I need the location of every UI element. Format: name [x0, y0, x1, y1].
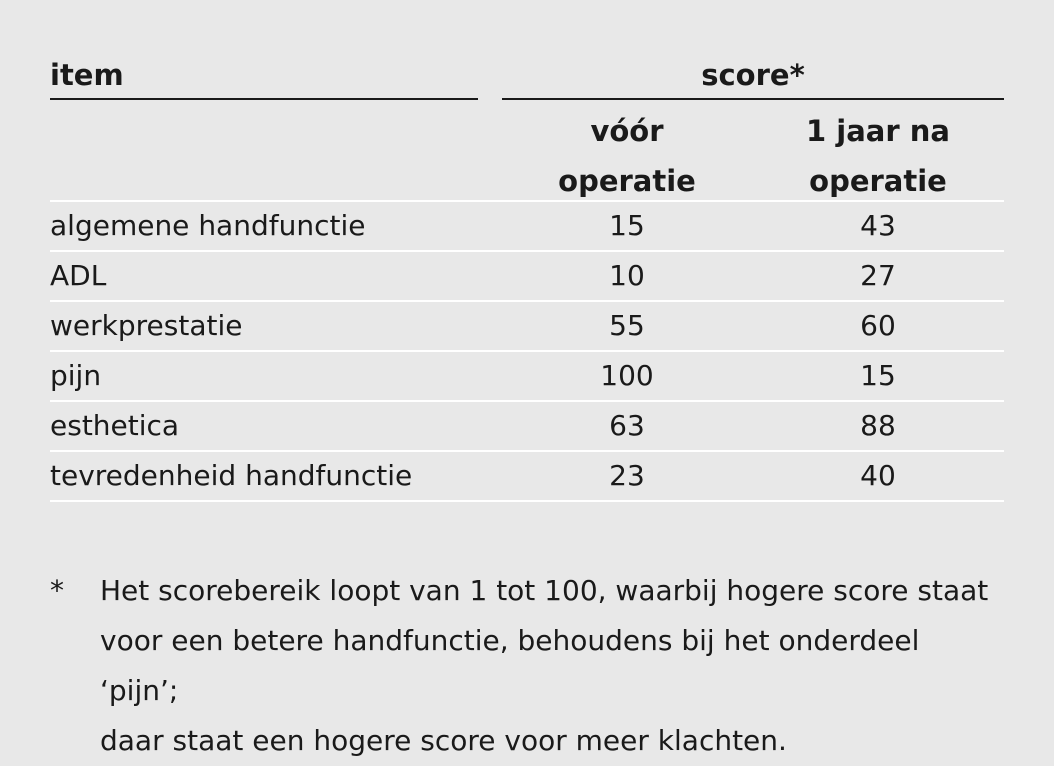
subheader-before-operation	[502, 106, 752, 206]
header-rule-item	[50, 98, 478, 100]
subheader-before-line-1: vóór	[590, 114, 664, 148]
table-row	[50, 400, 1004, 450]
row-score-before: 15	[609, 209, 645, 242]
row-score-after: 15	[860, 359, 896, 392]
row-item: pijn	[50, 359, 102, 392]
row-item: esthetica	[50, 409, 180, 442]
table-row	[50, 350, 1004, 400]
footnote	[50, 566, 1004, 766]
row-item: tevredenheid handfunctie	[50, 459, 413, 492]
row-score-after: 40	[860, 459, 896, 492]
footnote-line: voor een betere handfunctie, behoudens bij het onderdeel ‘pijn’;	[100, 624, 920, 707]
footnote-line: daar staat een hogere score voor meer klachten.	[100, 724, 787, 757]
subheader-before-line-2: operatie	[558, 164, 696, 198]
row-score-after: 60	[860, 309, 896, 342]
row-score-before: 100	[600, 359, 654, 392]
footnote-asterisk: *	[50, 574, 64, 607]
row-score-after: 43	[860, 209, 896, 242]
row-score-before: 63	[609, 409, 645, 442]
footnote-line: Het scorebereik loopt van 1 tot 100, waarbij hogere score staat	[100, 574, 989, 607]
row-score-after: 27	[860, 259, 896, 292]
row-item: algemene handfunctie	[50, 209, 366, 242]
row-score-before: 23	[609, 459, 645, 492]
row-score-after: 88	[860, 409, 896, 442]
table-header	[50, 50, 1004, 200]
table-row	[50, 450, 1004, 502]
row-item: werkprestatie	[50, 309, 243, 342]
row-score-before: 55	[609, 309, 645, 342]
row-score-before: 10	[609, 259, 645, 292]
subheader-after-operation	[752, 106, 1004, 206]
header-rule-score	[502, 98, 1004, 100]
subheader-after-line-1: 1 jaar na	[806, 114, 950, 148]
results-table	[50, 50, 1004, 502]
table-row	[50, 200, 1004, 250]
row-item: ADL	[50, 259, 107, 292]
footnote-text	[100, 566, 1000, 766]
table-row	[50, 250, 1004, 300]
subheader-after-line-2: operatie	[809, 164, 947, 198]
column-header-score: score*	[701, 58, 805, 92]
column-header-item: item	[50, 58, 124, 92]
table-row	[50, 300, 1004, 350]
